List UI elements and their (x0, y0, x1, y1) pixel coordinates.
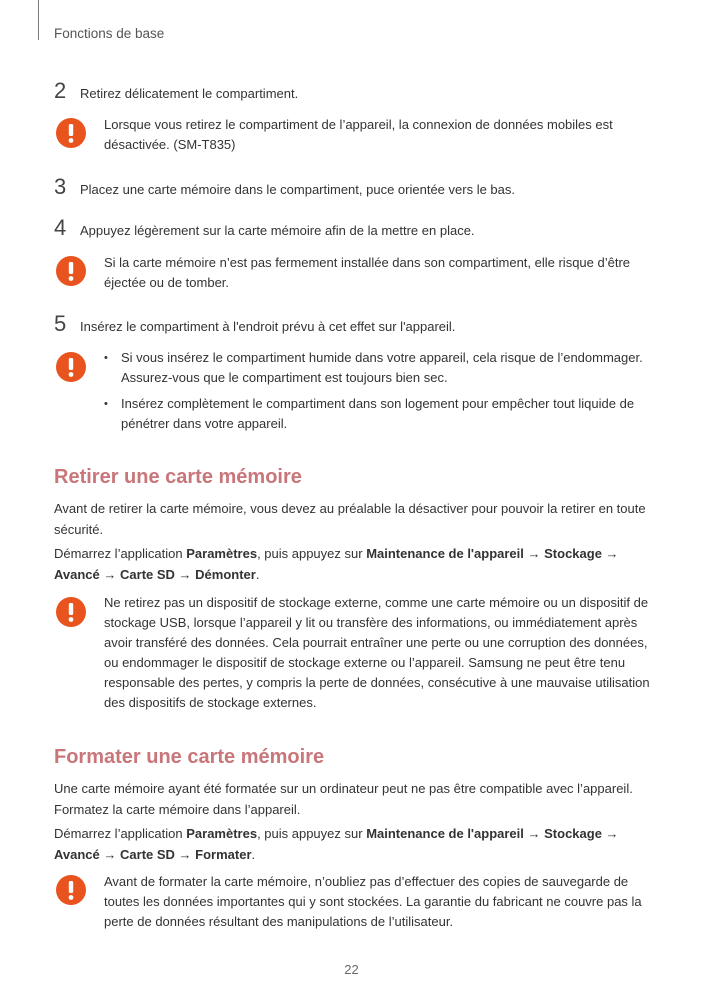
arrow-icon: → (174, 567, 196, 582)
section-body (54, 778, 659, 865)
warning-paragraph: Ne retirez pas un dispositif de stockage externe, comme une carte mémoire ou un dispositif de stockage USB, lorsque l’appareil y lit ou transfère des informations, ou immédiatement après avoir transféré des données. Cela pourrait entraîner une perte ou une corruption des données, ou endommager le dispositif de stockage externe ou l’appareil. Samsung ne peut être tenu responsable des pertes, y compris la perte de données, consécutive à une mauvaise utilisation des dispositifs de stockage externes. (104, 595, 650, 710)
menu-path-item: Carte SD (120, 567, 175, 582)
menu-path-item: Paramètres (186, 546, 258, 561)
menu-path-item: Stockage (544, 546, 602, 561)
step-number: 4 (54, 215, 67, 240)
warning-icon (56, 875, 86, 905)
bullet-dot: • (104, 352, 108, 364)
arrow-icon: → (523, 826, 545, 841)
warning-paragraph: Si la carte mémoire n’est pas fermement installée dans son compartiment, elle risque d’être éjectée ou de tomber. (104, 255, 631, 290)
page-number: 22 (344, 962, 359, 977)
intro-paragraph: Une carte mémoire ayant été formatée sur un ordinateur peut ne pas être compatible avec l’appareil. Formatez la carte mémoire dans l’appareil. (54, 781, 633, 817)
bullet-item (104, 348, 644, 388)
warning-text (104, 115, 659, 155)
path-paragraph: Démarrez l’application Paramètres, puis appuyez sur Maintenance de l'appareil → Stockage → Avancé → Carte SD → Formater. (54, 826, 619, 862)
menu-path-item: Carte SD (120, 847, 175, 862)
intro-paragraph: Avant de retirer la carte mémoire, vous devez au préalable la désactiver pour pouvoir la retirer en toute sécurité. (54, 501, 646, 537)
step-text: Insérez le compartiment à l'endroit prévu à cet effet sur l'appareil. (80, 319, 456, 334)
warning-icon (56, 352, 86, 382)
bullet-dot: • (104, 398, 108, 410)
menu-path-item: Démonter (195, 567, 256, 582)
menu-path-item: Formater (195, 847, 252, 862)
warning-paragraph: Avant de formater la carte mémoire, n’oubliez pas d’effectuer des copies de sauvegarde de toutes les données importantes qui y sont stockées. La garantie du fabricant ne couvre pas la perte de données résultant des manipulations de l’utilisateur. (104, 874, 642, 929)
menu-path-item: Stockage (544, 826, 602, 841)
arrow-icon: → (601, 546, 619, 561)
path-paragraph: Démarrez l’application Paramètres, puis appuyez sur Maintenance de l'appareil → Stockage → Avancé → Carte SD → Démonter. (54, 546, 619, 582)
arrow-icon: → (601, 826, 619, 841)
arrow-icon: → (99, 567, 121, 582)
section-heading: Formater une carte mémoire (54, 746, 325, 768)
step-number: 3 (54, 174, 67, 199)
warning-text (104, 593, 652, 713)
bullet-item (104, 394, 644, 434)
step-number: 2 (54, 78, 67, 103)
arrow-icon: → (523, 546, 545, 561)
arrow-icon: → (99, 847, 121, 862)
menu-path-item: Maintenance de l'appareil (366, 826, 524, 841)
section-heading: Retirer une carte mémoire (54, 466, 302, 488)
step-text: Placez une carte mémoire dans le compartiment, puce orientée vers le bas. (80, 182, 515, 197)
menu-path-item: Avancé (54, 567, 100, 582)
section-body (54, 498, 659, 585)
menu-path-item: Maintenance de l'appareil (366, 546, 524, 561)
warning-icon (56, 597, 86, 627)
warning-icon (56, 118, 86, 148)
warning-text (104, 872, 644, 932)
header-divider (38, 0, 39, 40)
arrow-icon: → (174, 847, 196, 862)
section-header: Fonctions de base (54, 26, 165, 41)
step-text: Retirez délicatement le compartiment. (80, 86, 299, 101)
warning-paragraph: Lorsque vous retirez le compartiment de l’appareil, la connexion de données mobiles est désactivée. (SM-T835) (104, 117, 613, 152)
menu-path-item: Paramètres (186, 826, 258, 841)
step-text: Appuyez légèrement sur la carte mémoire afin de la mettre en place. (80, 223, 475, 238)
warning-bullet-list (104, 348, 644, 434)
step-number: 5 (54, 311, 67, 336)
bullet-text: Insérez complètement le compartiment dans son logement pour empêcher tout liquide de pénétrer dans votre appareil. (121, 396, 635, 431)
bullet-text: Si vous insérez le compartiment humide dans votre appareil, cela risque de l’endommager. Assurez-vous que le compartiment est toujours bien sec. (121, 350, 643, 385)
warning-text (104, 253, 659, 293)
menu-path-item: Avancé (54, 847, 100, 862)
warning-icon (56, 256, 86, 286)
